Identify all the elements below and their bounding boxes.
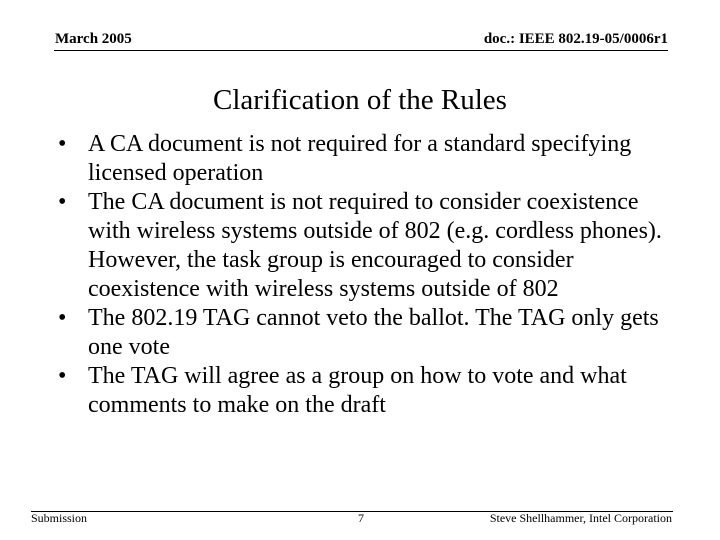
header-date: March 2005: [55, 31, 132, 47]
bullet-marker: •: [58, 131, 67, 157]
bullet-marker: •: [58, 305, 67, 331]
footer-page-number: 7: [358, 511, 364, 525]
bullet-item: [58, 130, 678, 188]
bullet-text: A CA document is not required for a standard specifying licensed operation: [88, 131, 632, 186]
bullet-marker: •: [58, 189, 67, 215]
bullet-text: The CA document is not required to consider coexistence with wireless systems outside of 802 (e.g. cordless phones). However, the task group is encouraged to consider coexistence with wireless systems outside of 802: [88, 189, 662, 302]
header-doc-id: doc.: IEEE 802.19-05/0006r1: [483, 31, 668, 47]
bullet-item: [58, 362, 678, 420]
footer-submission: Submission: [31, 511, 88, 525]
bullet-text: The 802.19 TAG cannot veto the ballot. The TAG only gets one vote: [88, 305, 659, 360]
bullet-item: [58, 304, 678, 362]
bullet-list: [58, 130, 678, 420]
slide-title: Clarification of the Rules: [213, 84, 507, 116]
bullet-item: [58, 188, 678, 304]
footer-author: Steve Shellhammer, Intel Corporation: [489, 511, 672, 525]
header-divider: [54, 50, 668, 51]
bullet-text: The TAG will agree as a group on how to vote and what comments to make on the draft: [88, 363, 627, 418]
bullet-marker: •: [58, 363, 67, 389]
